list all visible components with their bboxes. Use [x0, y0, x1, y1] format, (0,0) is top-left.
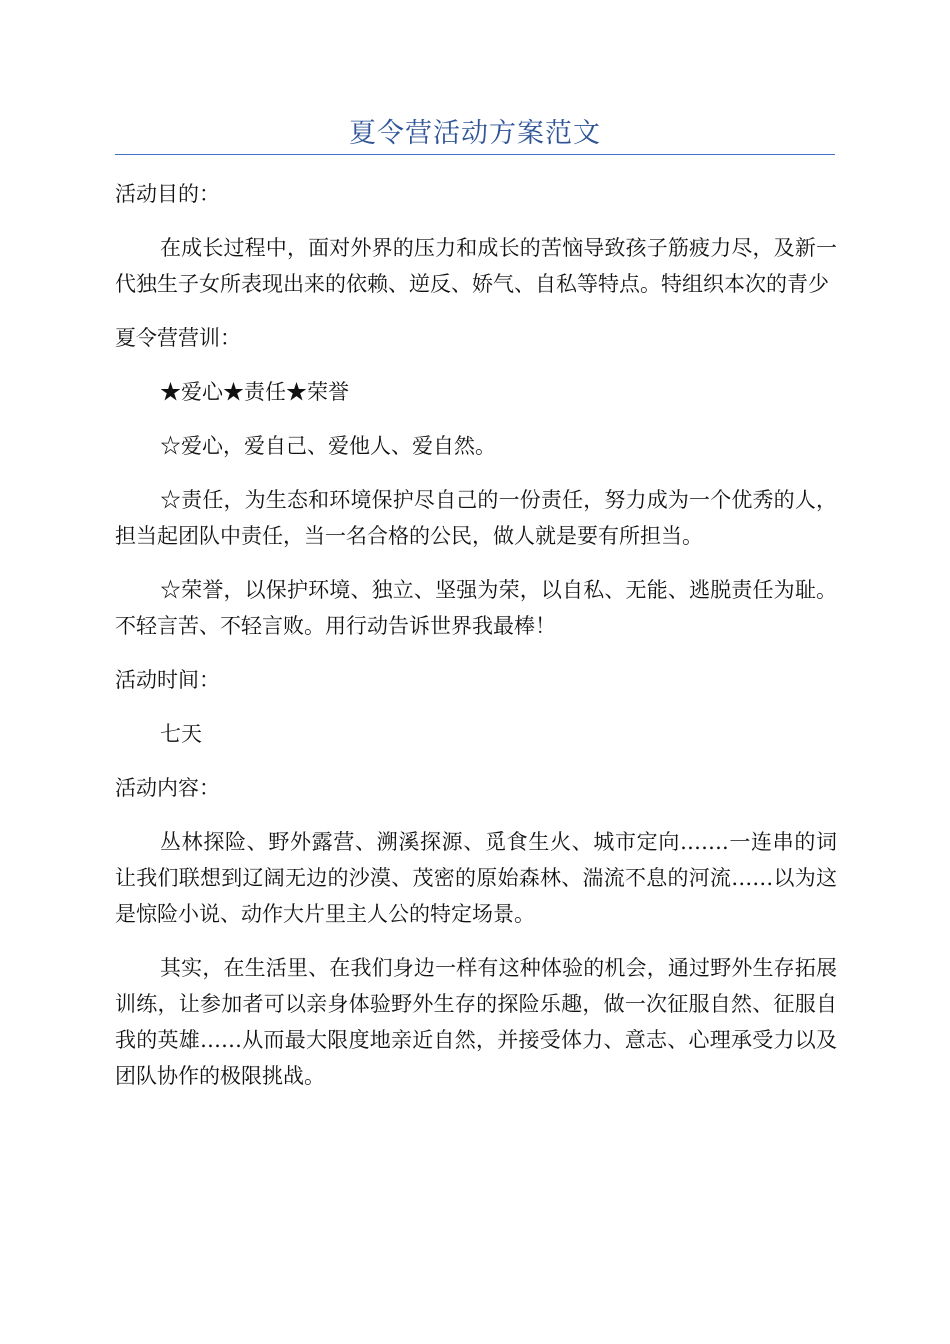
section-heading-purpose: 活动目的： [115, 182, 220, 206]
document-body [115, 176, 837, 1112]
paragraph-content-1: 丛林探险、野外露营、溯溪探源、觅食生火、城市定向…….一连串的词让我们联想到辽阔无边的沙漠、茂密的原始森林、湍流不息的河流……以为这是惊险小说、动作大片里主人公的特定场景。 [115, 830, 837, 926]
paragraph-content-2: 其实，在生活里、在我们身边一样有这种体验的机会，通过野外生存拓展训练，让参加者可以亲身体验野外生存的探险乐趣，做一次征服自然、征服自我的英雄……从而最大限度地亲近自然，并接受体力、意志、心理承受力以及团队协作的极限挑战。 [115, 956, 837, 1088]
motto-love: ☆爱心，爱自己、爱他人、爱自然。 [160, 434, 496, 458]
section-heading-motto: 夏令营营训： [115, 326, 241, 350]
document-title: 夏令营活动方案范文 [349, 118, 601, 149]
paragraph-purpose: 在成长过程中，面对外界的压力和成长的苦恼导致孩子筋疲力尽，及新一代独生子女所表现出来的依赖、逆反、娇气、自私等特点。特组织本次的青少 [115, 236, 837, 296]
motto-line: ★爱心★责任★荣誉 [160, 380, 349, 404]
section-heading-content: 活动内容： [115, 776, 220, 800]
motto-responsibility: ☆责任，为生态和环境保护尽自己的一份责任，努力成为一个优秀的人，担当起团队中责任，当一名合格的公民，做人就是要有所担当。 [115, 488, 837, 548]
section-heading-time: 活动时间： [115, 668, 220, 692]
paragraph-time: 七天 [160, 722, 202, 746]
motto-honor: ☆荣誉，以保护环境、独立、坚强为荣，以自私、无能、逃脱责任为耻。不轻言苦、不轻言败。用行动告诉世界我最棒！ [115, 578, 837, 638]
title-underline [115, 154, 835, 155]
